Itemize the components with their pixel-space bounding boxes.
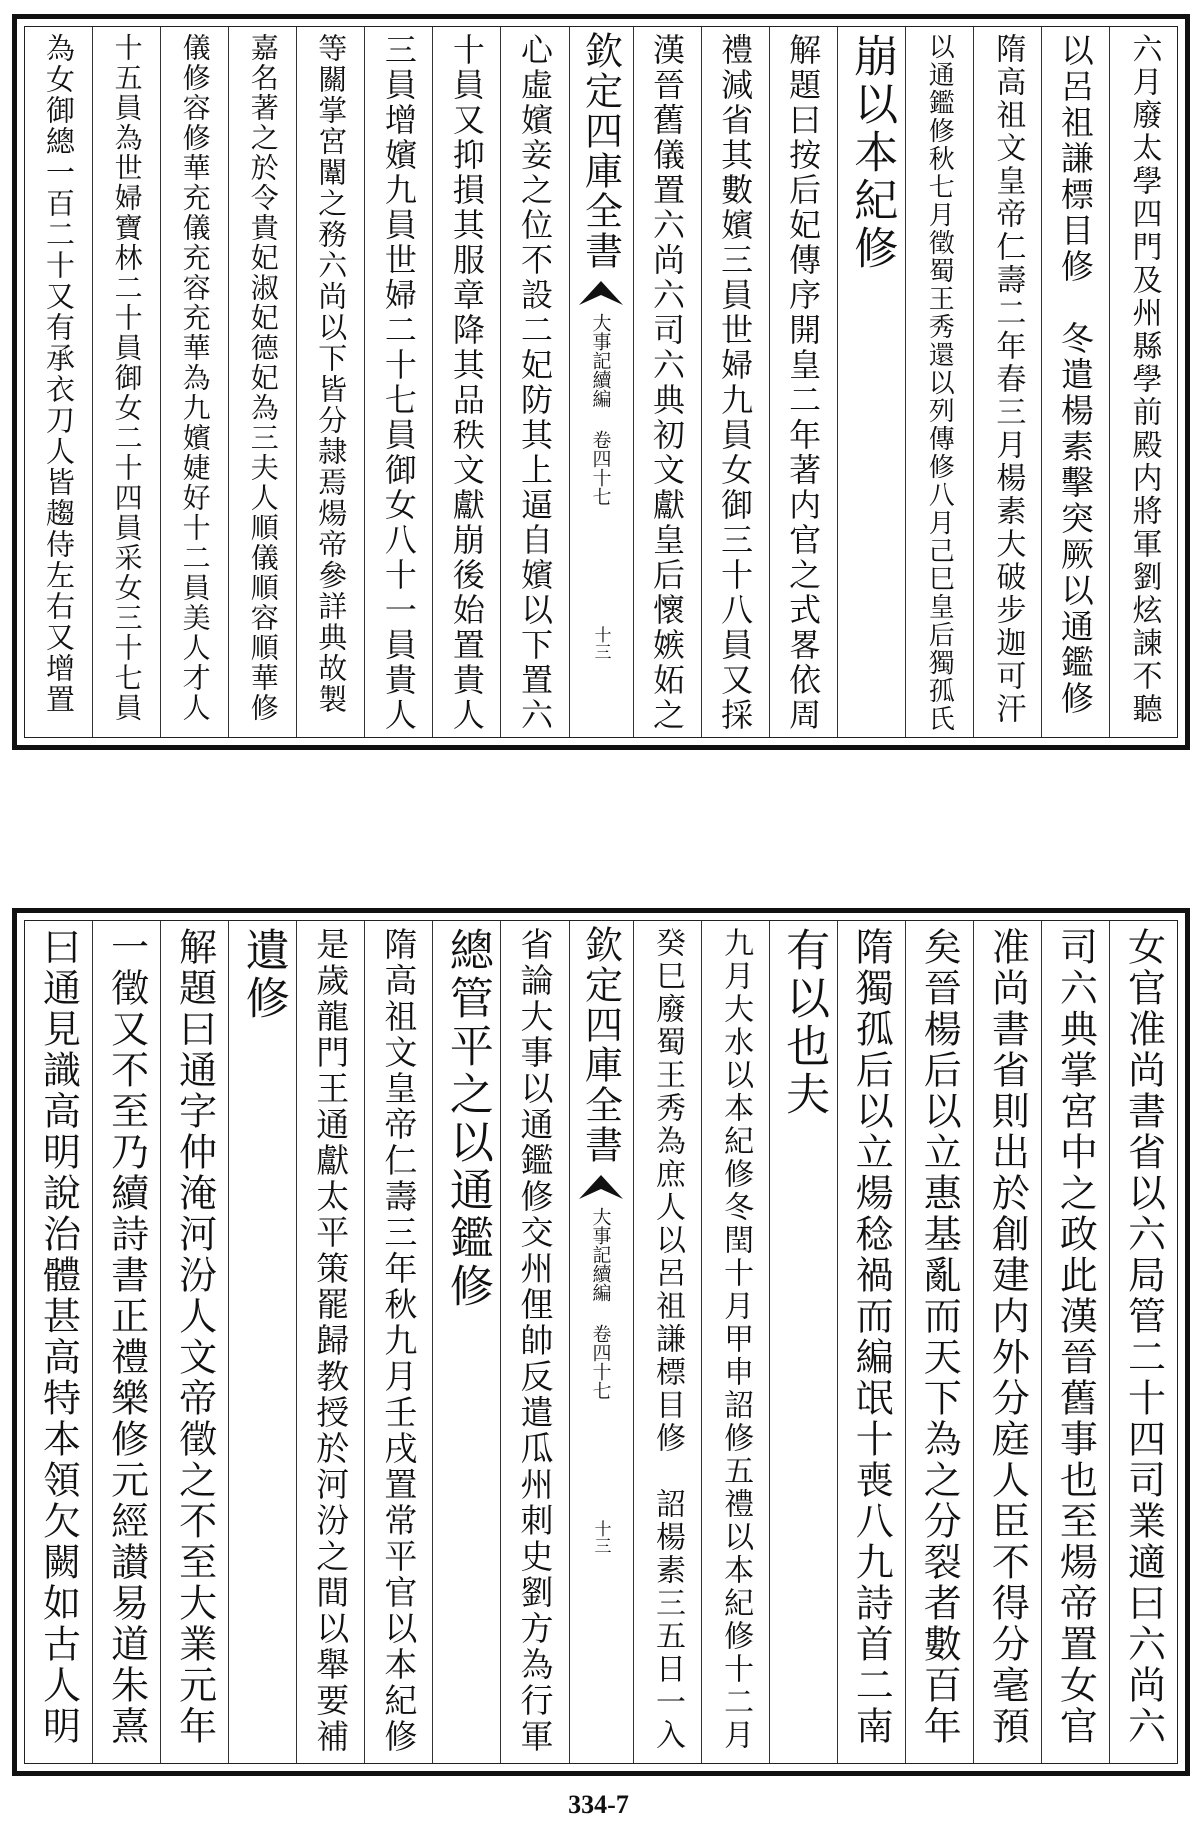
text-column: 心虛嬪妾之位不設二妃防其上逼自嬪以下置六 <box>500 27 568 737</box>
text-column: 是歲龍門王通獻太平策罷歸教授於河汾之間以舉要補 <box>296 921 364 1763</box>
text-column: 禮減省其數嬪三員世婦九員女御三十八員又採 <box>701 27 769 737</box>
bottom-page-panel <box>12 908 1190 1776</box>
text-column: 准尚書省則出於創建内外分庭人臣不得分毫預 <box>973 921 1041 1763</box>
text-column: 癸巳廢蜀王秀為庶人以呂祖謙標目修 詔楊素三五日一入 <box>633 921 701 1763</box>
text-column: 六月廢太學四門及州縣學前殿内將軍劉炫諫不聽 <box>1109 27 1177 737</box>
book-title: 欽定四庫全書 <box>578 925 623 1165</box>
text-column: 隋獨孤后以立煬稔禍而編氓十喪八九詩首二南 <box>837 921 905 1763</box>
text-column: 隋高祖文皇帝仁壽三年秋九月壬戌置常平官以本紀修 <box>364 921 432 1763</box>
text-column: 有以也夫 <box>769 921 837 1763</box>
text-column: 以呂祖謙標目修 冬遣楊素擊突厥以通鑑修 <box>1041 27 1109 737</box>
text-column: 省論大事以通鑑修交州俚帥反遣瓜州刺史劉方為行軍 <box>500 921 568 1763</box>
text-column: 儀修容修華充儀充容充華為九嬪婕好十二員美人才人 <box>160 27 228 737</box>
bottom-page-columns <box>24 920 1178 1764</box>
text-column: 嘉名著之於令貴妃淑妃德妃為三夫人順儀順容順華修 <box>228 27 296 737</box>
text-column: 漢晉舊儀置六尚六司六典初文獻皇后懷嫉妬之 <box>633 27 701 737</box>
folio-number: 十三 <box>590 1520 611 1554</box>
text-column: 為女御總一百二十又有承衣刀人皆趨侍左右又增置 <box>42 33 77 715</box>
text-column: 三員增嬪九員世婦二十七員御女八十一員貴人 <box>364 27 432 737</box>
text-column: 女官准尚書省以六局管二十四司業適曰六尚六 <box>1109 921 1177 1763</box>
text-column: 十五員為世婦寶林二十員御女二十四員采女三十七員 <box>92 27 160 737</box>
text-column: 司六典掌宮中之政此漢晉舊事也至煬帝置女官 <box>1041 921 1109 1763</box>
text-column: 總管平之以通鑑修 <box>432 921 500 1763</box>
text-column: 以通鑑修秋七月徵蜀王秀還以列傳修八月己巳皇后獨孤氏 <box>905 27 973 737</box>
text-column: 等關掌宮闈之務六尚以下皆分隷焉煬帝參詳典故製 <box>296 27 364 737</box>
center-gutter <box>569 921 633 1763</box>
text-column: 遺修 <box>228 921 296 1763</box>
top-page-panel <box>12 14 1190 750</box>
fish-tail-mark-icon <box>577 1171 625 1201</box>
text-column: 解題曰通字仲淹河汾人文帝徵之不至大業元年 <box>160 921 228 1763</box>
text-column: 解題曰按后妃傳序開皇二年著内官之式畧依周 <box>769 27 837 737</box>
text-column: 曰通見識高明說治體甚高特本領欠闕如古人明 <box>36 927 81 1747</box>
folio-number: 十三 <box>590 626 611 660</box>
top-page-columns <box>24 26 1178 738</box>
text-column: 矣晉楊后以立惠基亂而天下為之分裂者數百年 <box>905 921 973 1763</box>
volume-label: 大事記續編 卷四十七 <box>589 313 612 506</box>
volume-label: 大事記續編 卷四十七 <box>589 1207 612 1400</box>
page-number: 334-7 <box>568 1790 629 1819</box>
fish-tail-mark-icon <box>577 277 625 307</box>
text-column: 一徵又不至乃續詩書正禮樂修元經讃易道朱熹 <box>92 921 160 1763</box>
text-column: 崩以本紀修 <box>837 27 905 737</box>
book-title: 欽定四庫全書 <box>578 31 623 271</box>
text-column: 九月大水以本紀修冬閏十月甲申詔修五禮以本紀修十二月 <box>701 921 769 1763</box>
text-column: 十員又抑損其服章降其品秩文獻崩後始置貴人 <box>432 27 500 737</box>
center-gutter <box>569 27 633 737</box>
text-column: 隋高祖文皇帝仁壽二年春三月楊素大破步迦可汗 <box>973 27 1041 737</box>
